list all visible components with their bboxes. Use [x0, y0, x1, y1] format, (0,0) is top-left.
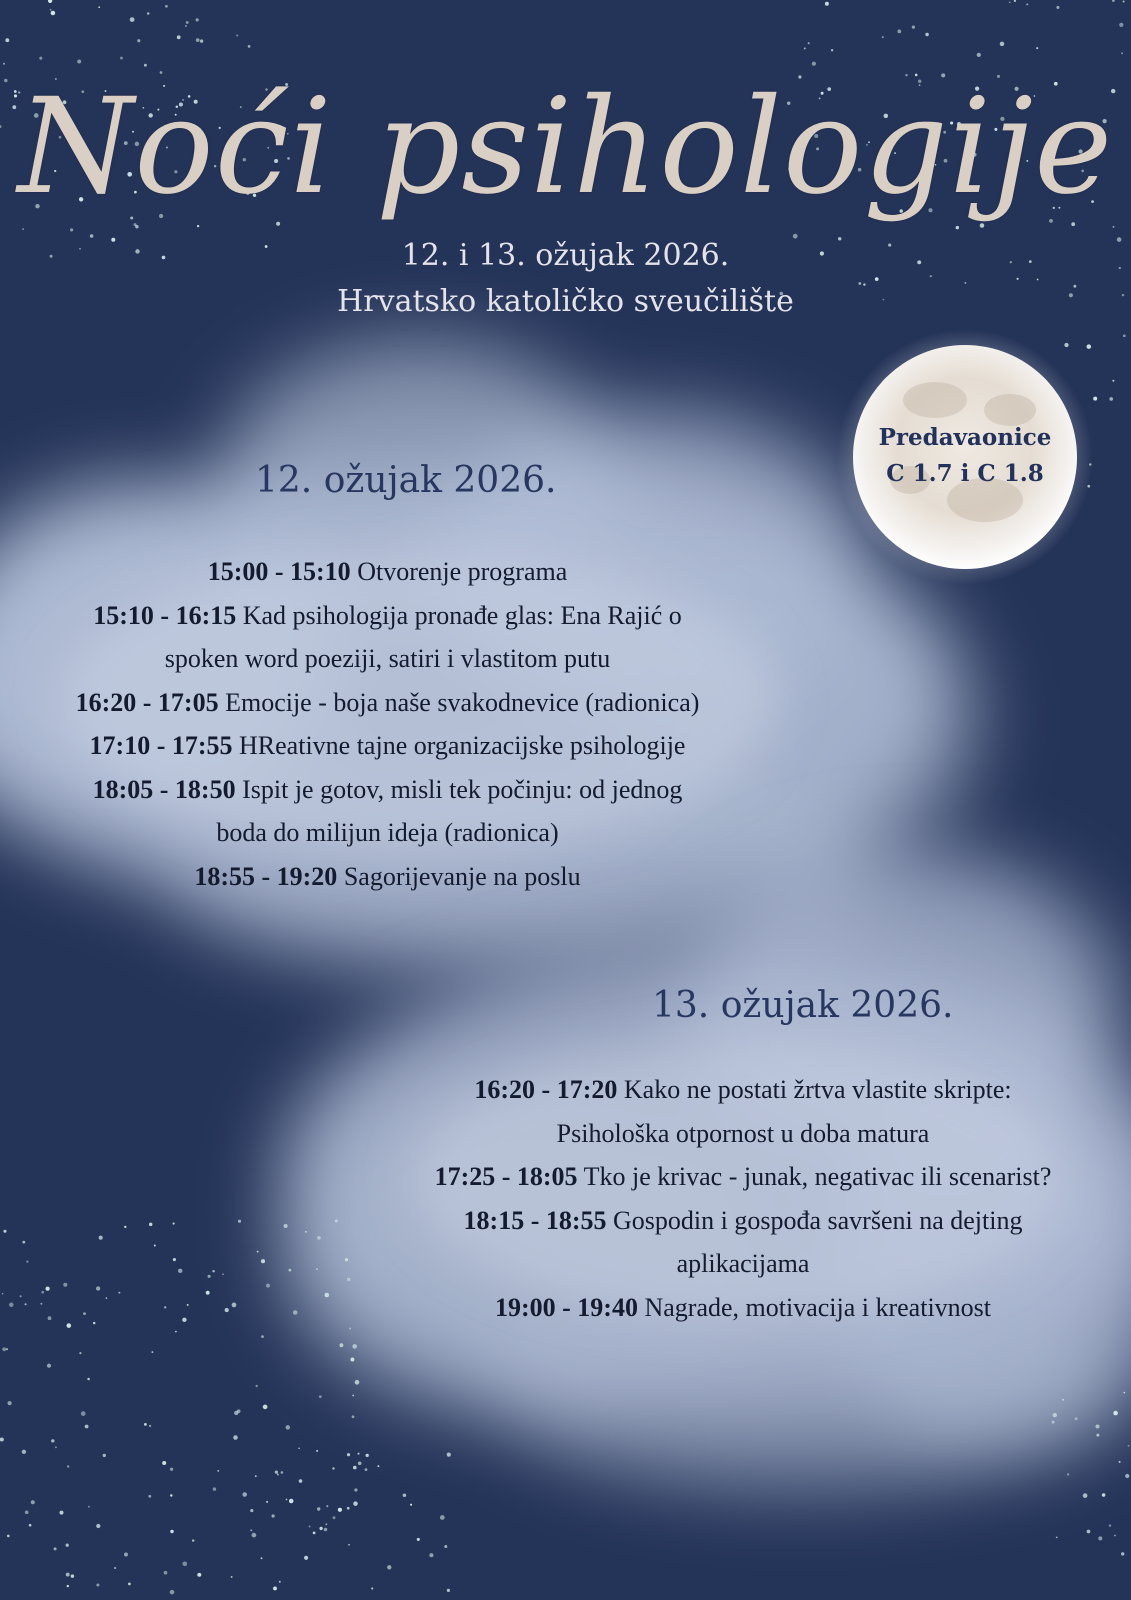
schedule-title: Psihološka otpornost u doba matura [556, 1118, 930, 1148]
star [173, 1258, 176, 1261]
star [164, 1306, 166, 1308]
star [266, 1501, 268, 1503]
star [875, 277, 879, 281]
star [1017, 278, 1019, 280]
star [1109, 1524, 1111, 1526]
star [88, 1506, 90, 1508]
star [1053, 1413, 1057, 1417]
star [85, 1425, 89, 1429]
star [192, 1539, 194, 1541]
star [1056, 1537, 1058, 1539]
star [25, 1510, 29, 1514]
star [353, 1466, 357, 1470]
star [31, 1500, 35, 1504]
star [1095, 1424, 1099, 1428]
star [46, 1287, 50, 1291]
star [1075, 1417, 1078, 1420]
star [316, 1268, 318, 1270]
star [130, 17, 135, 22]
star [144, 1423, 147, 1426]
star [77, 60, 81, 64]
star [387, 1565, 391, 1569]
star [63, 1283, 67, 1287]
star [352, 1395, 354, 1397]
star [347, 1278, 350, 1281]
star [977, 53, 981, 57]
star [83, 1312, 86, 1315]
star [335, 1219, 338, 1222]
star [232, 1303, 237, 1308]
star [182, 1561, 187, 1566]
star [87, 1378, 90, 1381]
star [233, 1435, 238, 1440]
star [178, 1269, 182, 1273]
star [353, 1501, 358, 1506]
schedule-item [0, 811, 775, 855]
star [326, 1505, 328, 1507]
star [3, 63, 5, 65]
schedule-item [0, 768, 775, 812]
star [59, 1511, 63, 1515]
star [1121, 52, 1123, 54]
star [154, 1245, 156, 1247]
star [114, 1567, 116, 1569]
star [1014, 0, 1016, 2]
star [289, 1499, 294, 1504]
schedule-item [0, 855, 775, 899]
star [316, 1450, 318, 1452]
star [1121, 1552, 1124, 1555]
star [365, 1468, 368, 1471]
schedule-title: Kad psihologija pronađe glas: Ena Rajić o [242, 600, 682, 630]
star [196, 18, 199, 21]
star [164, 1571, 168, 1575]
star [186, 21, 189, 24]
star [447, 1453, 451, 1457]
schedule-time: 18:55 - 19:20 [194, 861, 338, 891]
star [137, 39, 140, 42]
schedule-item [0, 594, 775, 638]
star [41, 1291, 44, 1294]
star [304, 1556, 308, 1560]
star [348, 1544, 350, 1546]
star [206, 1291, 210, 1295]
schedule-item [355, 1112, 1131, 1156]
day1-heading: 12. ožujak 2026. [255, 460, 557, 501]
star [96, 1583, 99, 1586]
star [347, 1453, 350, 1456]
star [1113, 226, 1115, 228]
schedule-time: 19:00 - 19:40 [494, 1292, 638, 1322]
schedule-title: boda do milijun ideja (radionica) [216, 818, 559, 847]
star [286, 1425, 290, 1429]
star [175, 1331, 177, 1333]
schedule-title: Kako ne postati žrtva vlastite skripte: [623, 1075, 1012, 1104]
star [377, 1465, 379, 1467]
star [144, 64, 147, 67]
star [222, 1273, 224, 1275]
star [170, 1530, 173, 1533]
star [1109, 397, 1113, 401]
star [1083, 1493, 1088, 1498]
star [882, 36, 884, 38]
schedule-time: 16:20 - 17:20 [474, 1075, 618, 1104]
star [96, 1286, 100, 1290]
moon-label-line2: C 1.7 i C 1.8 [886, 460, 1044, 487]
star [279, 1581, 281, 1583]
star [1009, 1, 1011, 3]
star [804, 47, 806, 49]
star [170, 1590, 175, 1595]
star [170, 1494, 172, 1496]
schedule-item [0, 681, 775, 725]
star [825, 2, 829, 6]
day1-schedule [0, 550, 775, 898]
star [120, 57, 123, 60]
star [9, 1303, 14, 1308]
star [347, 1507, 350, 1510]
star [305, 1231, 307, 1233]
star [1102, 1493, 1106, 1497]
star [371, 1587, 373, 1589]
star [1125, 1474, 1129, 1478]
star [66, 1573, 70, 1577]
star [912, 25, 915, 28]
star [293, 1310, 298, 1315]
star [286, 1499, 288, 1501]
star [22, 228, 24, 230]
moon-label-line1: Predavaonice [878, 424, 1052, 451]
star [319, 1527, 322, 1530]
star [1128, 1445, 1130, 1447]
schedule-title: Otvorenje programa [357, 557, 568, 586]
star [66, 1544, 69, 1547]
star [54, 1547, 57, 1550]
star [250, 1529, 252, 1531]
star [26, 1261, 28, 1263]
star [266, 1284, 270, 1288]
star [162, 1461, 166, 1465]
star [1062, 1399, 1064, 1401]
star [325, 1293, 330, 1298]
star [429, 1553, 433, 1557]
star [165, 5, 168, 8]
star [299, 1479, 303, 1483]
star [96, 1524, 100, 1528]
star [231, 1576, 233, 1578]
star [284, 1224, 288, 1228]
schedule-item [0, 550, 775, 594]
schedule-item [355, 1242, 1131, 1286]
star [118, 1292, 120, 1294]
star [261, 1557, 263, 1559]
star [309, 1526, 311, 1528]
star [196, 38, 200, 42]
star [93, 1322, 95, 1324]
star [1112, 380, 1114, 382]
day2-heading: 13. ožujak 2026. [652, 985, 954, 1026]
star [358, 1461, 362, 1465]
star [1087, 344, 1092, 349]
star [185, 25, 187, 27]
star [2, 1347, 6, 1351]
star [444, 1545, 447, 1548]
star [149, 1223, 152, 1226]
star [812, 62, 816, 66]
star [128, 1583, 131, 1586]
star [275, 1471, 278, 1474]
schedule-title: Gospodin i gospođa savršeni na dejting [613, 1205, 1023, 1235]
star [124, 1553, 128, 1557]
star [6, 1348, 8, 1350]
star [217, 1470, 219, 1472]
star [4, 1230, 7, 1233]
star [325, 1523, 327, 1525]
event-venue: Hrvatsko katoličko sveučilište [337, 284, 794, 319]
schedule-item [0, 637, 775, 681]
star [257, 1251, 259, 1253]
star [39, 57, 42, 60]
star [338, 1508, 342, 1512]
moon-label [852, 420, 1078, 492]
star [1056, 6, 1059, 9]
star [1113, 1411, 1118, 1416]
star [81, 1411, 86, 1416]
schedule-time: 18:15 - 18:55 [463, 1205, 607, 1235]
star [317, 1236, 321, 1240]
star [317, 1507, 320, 1510]
schedule-title: Emocije - boja naše svakodnevice (radionica) [225, 687, 700, 717]
event-dates: 12. i 13. ožujak 2026. [401, 238, 730, 273]
star [0, 1437, 4, 1441]
star [67, 1465, 69, 1467]
star [352, 1415, 355, 1418]
schedule-time: 18:05 - 18:50 [92, 774, 236, 804]
star [238, 1220, 241, 1223]
star [366, 1454, 369, 1457]
star [930, 275, 932, 277]
star [212, 1270, 214, 1272]
star [352, 1344, 357, 1349]
star [1123, 334, 1126, 337]
star [1096, 1434, 1099, 1437]
schedule-title: spoken word poeziji, satiri i vlastitom putu [164, 644, 611, 673]
star [897, 30, 901, 34]
star [236, 34, 238, 36]
star [182, 1318, 186, 1322]
star [349, 1328, 351, 1330]
star [1052, 1421, 1055, 1424]
star [808, 42, 810, 44]
star [225, 1308, 229, 1312]
star [25, 1303, 27, 1305]
star [208, 1275, 211, 1278]
star [103, 1454, 106, 1457]
schedule-title: aplikacijama [676, 1249, 810, 1278]
star [79, 1352, 81, 1354]
star [187, 1304, 189, 1306]
star [71, 1574, 74, 1577]
star [22, 1241, 25, 1244]
schedule-title: Tko je krivac - junak, negativac ili scenarist? [583, 1162, 1052, 1191]
star [237, 1409, 241, 1413]
star [313, 1531, 316, 1534]
star [350, 1358, 354, 1362]
star [51, 1439, 54, 1442]
star [354, 1488, 357, 1491]
star [1036, 47, 1038, 49]
star [255, 1475, 257, 1477]
schedule-time: 15:00 - 15:10 [207, 557, 351, 586]
star [48, 0, 52, 3]
star [98, 6, 100, 8]
schedule-item [0, 724, 775, 768]
star [29, 1524, 32, 1527]
star [1123, 1392, 1125, 1394]
star [2, 1293, 4, 1295]
star [124, 1226, 126, 1228]
star [7, 1401, 11, 1405]
star [50, 9, 52, 11]
star [273, 1586, 277, 1590]
star [1119, 23, 1123, 27]
star [357, 1453, 359, 1455]
star [67, 1585, 69, 1587]
star [173, 1223, 175, 1225]
star [99, 1236, 103, 1240]
star [242, 1492, 247, 1497]
star [956, 226, 959, 229]
schedule-time: 16:20 - 17:05 [75, 687, 219, 717]
star [197, 225, 199, 227]
star [925, 33, 928, 36]
star [447, 1589, 450, 1592]
star [1067, 1473, 1069, 1475]
star [5, 38, 9, 42]
star [47, 1364, 51, 1368]
schedule-title: HReativne tajne organizacijske psihologije [239, 731, 686, 760]
schedule-item [355, 1068, 1131, 1112]
star [147, 12, 150, 15]
star [48, 1316, 52, 1320]
star [213, 1487, 216, 1490]
star [263, 1405, 268, 1410]
star [1087, 1530, 1091, 1534]
star [355, 1380, 360, 1385]
star [1037, 279, 1039, 281]
star [22, 1450, 26, 1454]
star [289, 1269, 292, 1272]
star [151, 1351, 153, 1353]
star [417, 1538, 420, 1541]
star [332, 1467, 334, 1469]
day2-schedule [355, 1068, 1131, 1329]
star [1114, 1535, 1116, 1537]
star [271, 1514, 274, 1517]
schedule-time: 17:25 - 18:05 [434, 1162, 578, 1191]
star [177, 35, 181, 39]
schedule-item [355, 1286, 1131, 1330]
schedule-time: 15:10 - 16:15 [93, 600, 237, 630]
star [440, 1515, 445, 1520]
star [1098, 1536, 1102, 1540]
star [1119, 1461, 1121, 1463]
schedule-title: Ispit je gotov, misli tek počinju: od jednog [242, 774, 683, 804]
star [403, 1493, 407, 1497]
star [831, 49, 833, 51]
star [281, 1471, 284, 1474]
star [250, 1509, 253, 1512]
star [1093, 397, 1097, 401]
star [1112, 0, 1115, 2]
star [261, 1335, 264, 1338]
star [200, 39, 203, 42]
schedule-title: Nagrade, motivacija i kreativnost [644, 1292, 992, 1322]
star [148, 1495, 151, 1498]
star [170, 1468, 173, 1471]
star [20, 1295, 22, 1297]
star [1026, 3, 1028, 5]
star [51, 11, 56, 16]
star [277, 1474, 279, 1476]
star [319, 1395, 322, 1398]
star [255, 1385, 257, 1387]
star [324, 1528, 328, 1532]
star [345, 1258, 348, 1261]
schedule-title: Sagorijevanje na poslu [343, 861, 581, 891]
event-title: Noći psihologije [17, 70, 1114, 224]
star [1064, 343, 1068, 347]
star [248, 45, 251, 48]
schedule-item [355, 1199, 1131, 1243]
star [106, 1297, 108, 1299]
schedule-item [355, 1155, 1131, 1199]
star [70, 228, 73, 231]
star [252, 1533, 257, 1538]
star [197, 1573, 201, 1577]
star [339, 1343, 343, 1347]
schedule-time: 17:10 - 17:55 [89, 731, 233, 760]
star [298, 1447, 300, 1449]
star [7, 1535, 10, 1538]
star [261, 1259, 265, 1263]
star [1123, 1, 1125, 3]
star [1000, 42, 1005, 47]
star [333, 1516, 336, 1519]
star [55, 1446, 57, 1448]
star [410, 1504, 412, 1506]
star [40, 1303, 42, 1305]
star [149, 1425, 151, 1427]
star [67, 1323, 72, 1328]
